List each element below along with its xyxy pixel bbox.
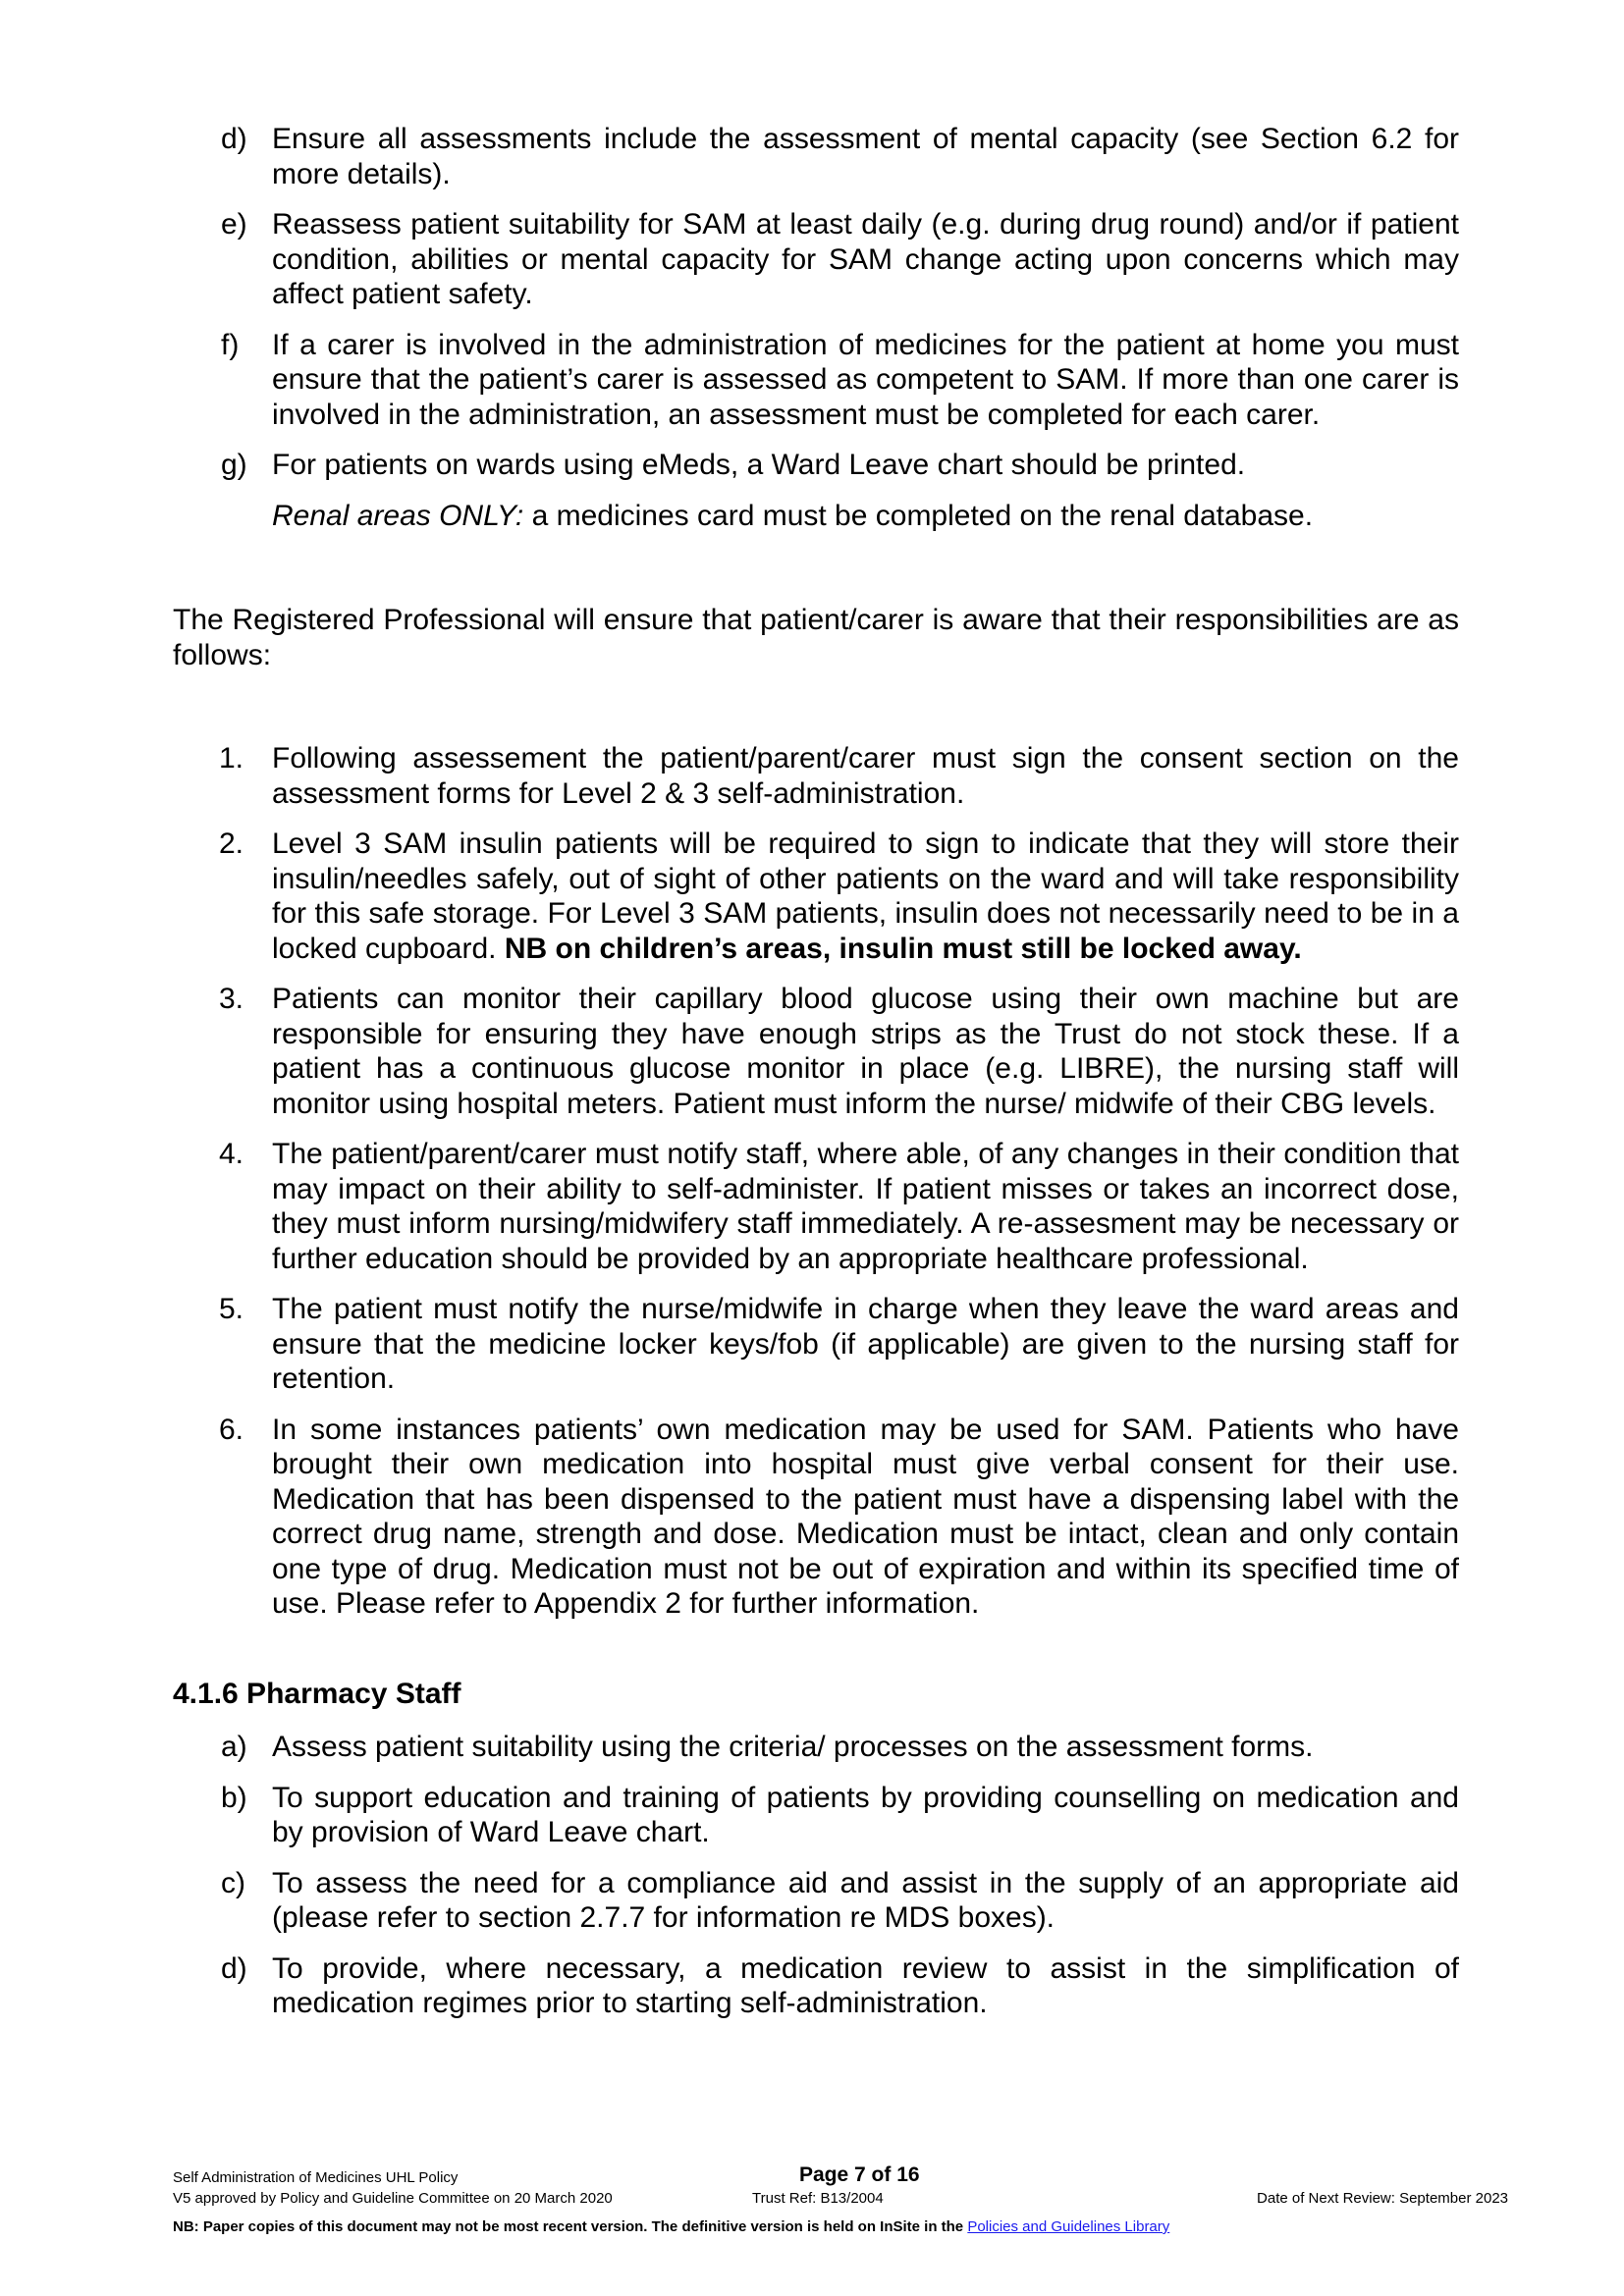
- page-body: [173, 122, 1459, 2037]
- list-text: The patient must notify the nurse/midwife in charge when they leave the ward areas and ensure that the medicine locker keys/fob (if applicable) are given to the nursing staff for retention.: [272, 1293, 1459, 1395]
- renal-note-text: a medicines card must be completed on the renal database.: [523, 499, 1314, 532]
- list-marker: f): [221, 328, 240, 361]
- intro-paragraph: The Registered Professional will ensure that patient/carer is aware that their responsibilities are as follows:: [173, 604, 1459, 671]
- list-item: [173, 328, 1459, 433]
- list-marker: d): [221, 123, 247, 155]
- list-text: Reassess patient suitability for SAM at least daily (e.g. during drug round) and/or if patient condition, abilities or mental capacity for SAM change acting upon concerns which may affect patient safety.: [272, 208, 1459, 310]
- page-footer: [173, 2163, 1508, 2237]
- list-marker: b): [221, 1781, 247, 1814]
- renal-note-label: Renal areas ONLY:: [272, 499, 524, 532]
- footer-approval: V5 approved by Policy and Guideline Committee on 20 March 2020: [173, 2190, 613, 2207]
- list-item: [173, 122, 1459, 191]
- list-text: Ensure all assessments include the assessment of mental capacity (see Section 6.2 for more details).: [272, 123, 1459, 190]
- footer-trust-ref: Trust Ref: B13/2004: [752, 2190, 884, 2207]
- list-marker: 5.: [219, 1293, 244, 1325]
- list-item: [173, 1730, 1459, 1765]
- list-item: [173, 827, 1459, 966]
- list-text-with-emphasis: [272, 827, 1459, 966]
- list-text: Level 3 SAM insulin patients will be required to sign to indicate that they will store their insulin/needles safely, out of sight of other patients on the ward and will take responsibility for this safe storage. For Level 3 SAM patients, insulin does not necessarily need to be in a locked cupboard.: [272, 828, 1459, 965]
- list-marker: 1.: [219, 742, 244, 774]
- list-item: [173, 1413, 1459, 1622]
- list-marker: 6.: [219, 1413, 244, 1446]
- list-text: Assess patient suitability using the criteria/ processes on the assessment forms.: [272, 1731, 1314, 1763]
- footer-page-number: Page 7 of 16: [799, 2163, 920, 2186]
- list-marker: a): [221, 1731, 247, 1763]
- list-item: [173, 448, 1459, 483]
- list-marker: 4.: [219, 1138, 244, 1170]
- list-item: [173, 1951, 1459, 2021]
- list-marker: 2.: [219, 828, 244, 860]
- list-text: To assess the need for a compliance aid and assist in the supply of an appropriate aid (please refer to section 2.7.7 for information re MDS boxes).: [272, 1866, 1459, 1934]
- footer-review-date: Date of Next Review: September 2023: [1257, 2190, 1508, 2207]
- list-text: To support education and training of patients by providing counselling on medication and by provision of Ward Leave chart.: [272, 1781, 1459, 1848]
- list-marker: d): [221, 1951, 247, 1985]
- section-heading: 4.1.6 Pharmacy Staff: [173, 1677, 461, 1710]
- list-text: If a carer is involved in the administration of medicines for the patient at home you must ensure that the patient’s carer is assessed as competent to SAM. If more than one carer is involved in the administration, an assessment must be completed for each carer.: [272, 328, 1459, 431]
- policies-library-link[interactable]: Policies and Guidelines Library: [967, 2218, 1170, 2235]
- list-marker: 3.: [219, 983, 244, 1015]
- list-text: To provide, where necessary, a medication review to assist in the simplification of medication regimes prior to starting self-administration.: [272, 1951, 1459, 2019]
- list-marker: g): [221, 449, 247, 481]
- footer-doc-title: Self Administration of Medicines UHL Policy: [173, 2169, 459, 2186]
- list-item: [173, 741, 1459, 811]
- list-item: [173, 207, 1459, 312]
- list-item: [173, 1292, 1459, 1397]
- list-item: [173, 1866, 1459, 1936]
- list-text: For patients on wards using eMeds, a Ward Leave chart should be printed.: [272, 449, 1246, 481]
- list-marker: e): [221, 208, 247, 240]
- footer-note-text: NB: Paper copies of this document may not be most recent version. The definitive version is held on InSite in the: [173, 2218, 968, 2235]
- list-item: [173, 1137, 1459, 1276]
- renal-note: [272, 499, 1459, 534]
- list-text: In some instances patients’ own medication may be used for SAM. Patients who have brought their own medication into hospital must give verbal consent for their use. Medication that has been dispensed to the patient must have a dispensing label with the correct drug name, strength and dose. Medication must be intact, clean and only contain one type of drug. Medication must not be out of expiration and within its specified time of use. Please refer to Appendix 2 for further information.: [272, 1413, 1459, 1620]
- bold-note: NB on children’s areas, insulin must still be locked away.: [504, 932, 1302, 965]
- list-text: Patients can monitor their capillary blood glucose using their own machine but are responsible for ensuring they have enough strips as the Trust do not stock these. If a patient has a continuous glucose monitor in place (e.g. LIBRE), the nursing staff will monitor using hospital meters. Patient must inform the nurse/ midwife of their CBG levels.: [272, 983, 1459, 1120]
- list-item: [173, 1781, 1459, 1850]
- list-text: Following assessement the patient/parent/carer must sign the consent section on the assessment forms for Level 2 & 3 self-administration.: [272, 742, 1459, 810]
- list-item: [173, 982, 1459, 1121]
- footer-note: [173, 2216, 1508, 2237]
- list-marker: c): [221, 1866, 245, 1899]
- list-text: The patient/parent/carer must notify staff, where able, of any changes in their condition that may impact on their ability to self-administer. If patient misses or takes an incorrect dose, they must inform nursing/midwifery staff immediately. A re-assesment may be necessary or further education should be provided by an appropriate healthcare professional.: [272, 1138, 1459, 1275]
